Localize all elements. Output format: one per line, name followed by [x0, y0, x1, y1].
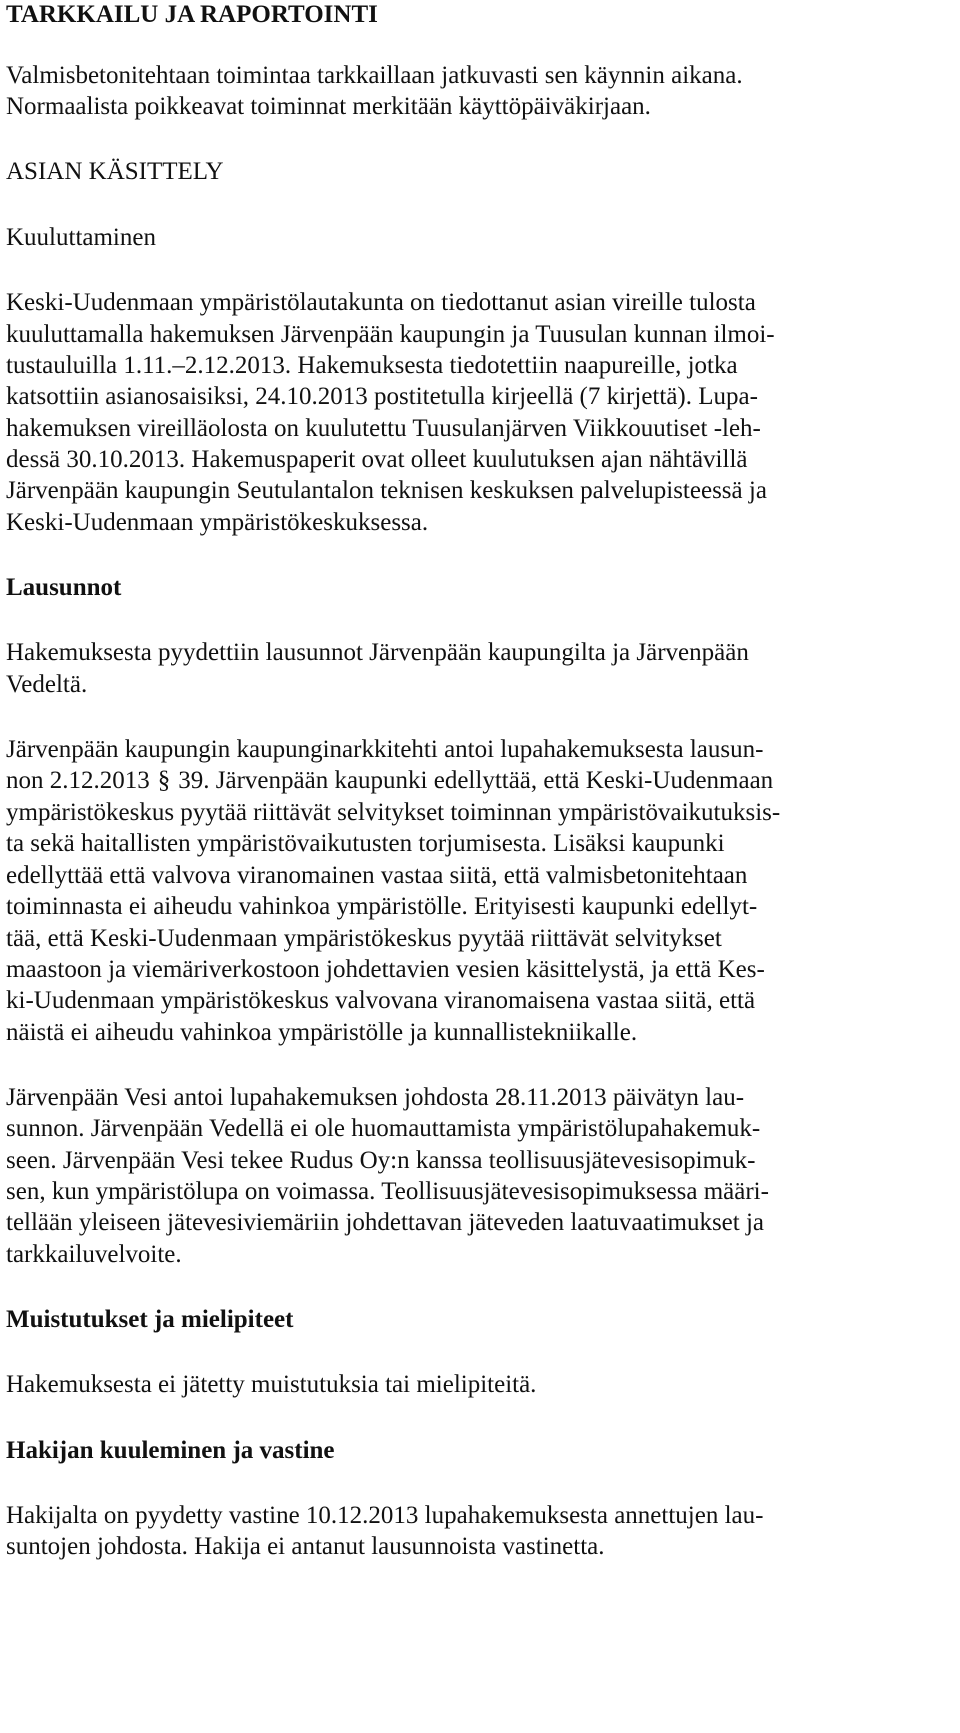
objections-heading: Muistutukset ja mielipiteet [6, 1306, 294, 1333]
monitoring-line-1: Valmisbetonitehtaan toimintaa tarkkaillaan jatkuvasti sen käynnin aikana. [6, 62, 743, 89]
announcement-heading: Kuuluttaminen [6, 224, 156, 251]
announcement-line-2: kuuluttamalla hakemuksen Järvenpään kaupungin ja Tuusulan kunnan ilmoi- [6, 321, 775, 348]
water-statement-line-3: seen. Järvenpään Vesi tekee Rudus Oy:n kanssa teollisuusjätevesisopimuk- [6, 1147, 756, 1174]
city-statement-line-3: ympäristökeskus pyytää riittävät selvitykset toiminnan ympäristövaikutuksis- [6, 799, 781, 826]
water-statement-line-4: sen, kun ympäristölupa on voimassa. Teollisuusjätevesisopimuksessa määri- [6, 1178, 769, 1205]
announcement-line-5: hakemuksen vireilläolosta on kuulutettu Tuusulanjärven Viikkouutiset -leh- [6, 415, 761, 442]
city-statement-line-8: maastoon ja viemäriverkostoon johdettavien vesien käsittelystä, ja että Kes- [6, 956, 765, 983]
hearing-line-2: suntojen johdosta. Hakija ei antanut lausunnoista vastinetta. [6, 1533, 605, 1560]
announcement-line-4: katsottiin asianosaisiksi, 24.10.2013 postitetulla kirjeellä (7 kirjettä). Lupa- [6, 383, 758, 410]
announcement-line-8: Keski-Uudenmaan ympäristökeskuksessa. [6, 509, 429, 536]
monitoring-line-2: Normaalista poikkeavat toiminnat merkitään käyttöpäiväkirjaan. [6, 93, 651, 120]
city-statement-line-5: edellyttää että valvova viranomainen vastaa siitä, että valmisbetonitehtaan [6, 862, 748, 889]
water-statement-line-2: sunnon. Järvenpään Vedellä ei ole huomauttamista ympäristölupahakemuk- [6, 1115, 761, 1142]
city-statement-line-1: Järvenpään kaupungin kaupunginarkkitehti antoi lupahakemuksesta lausun- [6, 736, 764, 763]
statements-intro-line-2: Vedeltä. [6, 671, 88, 698]
city-statement-line-4: ta sekä haitallisten ympäristövaikutusten torjumisesta. Lisäksi kaupunki [6, 830, 725, 857]
city-statement-line-6: toiminnasta ei aiheudu vahinkoa ympäristölle. Erityisesti kaupunki edellyt- [6, 893, 758, 920]
city-statement-line-2-start: non 2.12.2013 [6, 767, 156, 794]
city-statement-line-7: tää, että Keski-Uudenmaan ympäristökeskus pyytää riittävät selvitykset [6, 925, 722, 952]
water-statement-line-1: Järvenpään Vesi antoi lupahakemuksen johdosta 28.11.2013 päivätyn lau- [6, 1084, 745, 1111]
city-statement-line-10: näistä ei aiheudu vahinkoa ympäristölle ja kunnallistekniikalle. [6, 1019, 638, 1046]
statements-heading: Lausunnot [6, 574, 122, 601]
water-statement-line-6: tarkkailuvelvoite. [6, 1241, 182, 1268]
statements-intro-line-1: Hakemuksesta pyydettiin lausunnot Järvenpään kaupungilta ja Järvenpään [6, 639, 749, 666]
section-sign-icon: § [157, 767, 171, 794]
city-statement-line-2 [6, 766, 773, 796]
announcement-line-6: dessä 30.10.2013. Hakemuspaperit ovat olleet kuulutuksen ajan nähtävillä [6, 446, 748, 473]
water-statement-line-5: tellään yleiseen jätevesiviemäriin johdettavan jäteveden laatuvaatimukset ja [6, 1209, 765, 1236]
hearing-line-1: Hakijalta on pyydetty vastine 10.12.2013 lupahakemuksesta annettujen lau- [6, 1502, 764, 1529]
city-statement-line-9: ki-Uudenmaan ympäristökeskus valvovana viranomaisena vastaa siitä, että [6, 987, 756, 1014]
monitoring-heading: TARKKAILU JA RAPORTOINTI [6, 1, 378, 28]
hearing-heading: Hakijan kuuleminen ja vastine [6, 1437, 335, 1464]
objections-line-1: Hakemuksesta ei jätetty muistutuksia tai mielipiteitä. [6, 1371, 537, 1398]
announcement-line-3: tustauluilla 1.11.–2.12.2013. Hakemuksesta tiedotettiin naapureille, jotka [6, 352, 738, 379]
processing-heading: ASIAN KÄSITTELY [6, 158, 224, 185]
announcement-line-1: Keski-Uudenmaan ympäristölautakunta on tiedottanut asian vireille tulosta [6, 289, 756, 316]
city-statement-line-2-end: 39. Järvenpään kaupunki edellyttää, että Keski-Uudenmaan [172, 767, 774, 794]
announcement-line-7: Järvenpään kaupungin Seutulantalon teknisen keskuksen palvelupisteessä ja [6, 477, 767, 504]
